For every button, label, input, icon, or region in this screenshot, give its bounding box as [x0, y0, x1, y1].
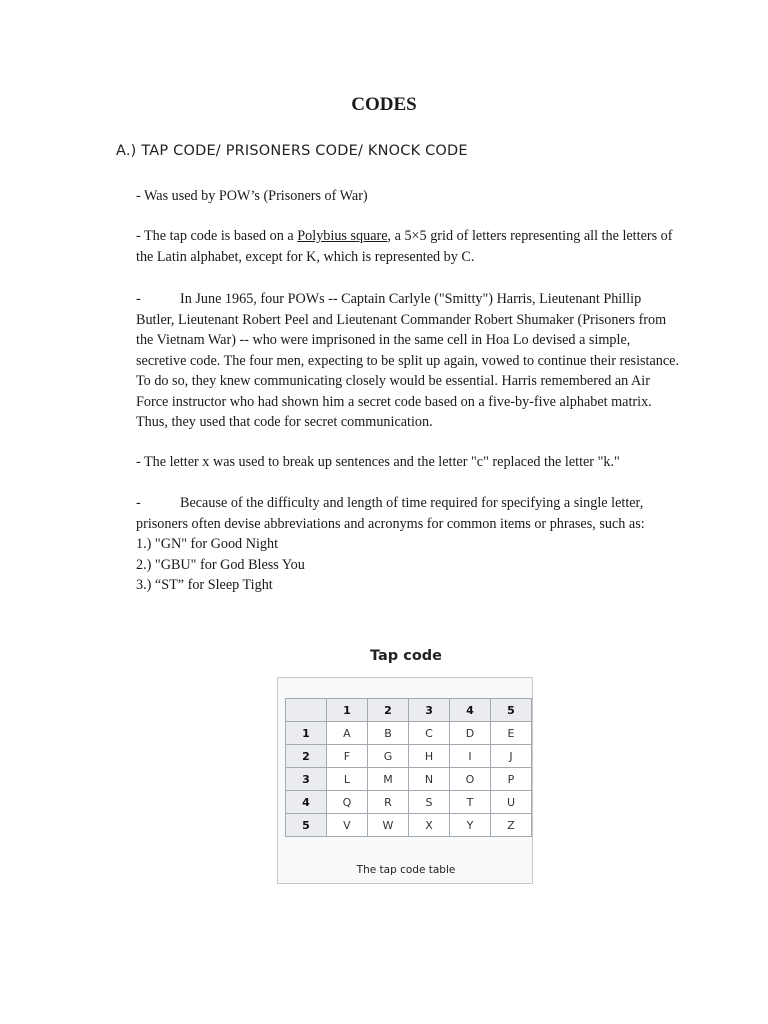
row-header: 3: [286, 768, 327, 791]
table-cell: O: [450, 768, 491, 791]
polybius-square-link[interactable]: Polybius square: [297, 228, 388, 244]
table-cell: H: [409, 745, 450, 768]
paragraph-history-text: In June 1965, four POWs -- Captain Carlyle ("Smitty") Harris, Lieutenant Phillip Butler, Lieutenant Robert Peel and Lieutenant Commander Robert Shumaker (Prisoners from the Vietnam War) -- who were imprisoned in the same cell in Hoa Lo devised a simple, secretive code. The four men, expecting to be split up again, vowed to continue their resistance. To do so, they knew communicating closely would be essential. Harris remembered an Air Force instructor who had shown him a secret code based on a five-by-five alphabet matrix. Thus, they used that code for secret communication.: [136, 291, 680, 430]
column-header: 2: [367, 699, 408, 722]
table-cell: P: [490, 768, 531, 791]
list-item: 1.) "GN" for Good Night: [136, 536, 279, 552]
table-cell: A: [326, 722, 367, 745]
table-cell: D: [450, 722, 491, 745]
table-cell: L: [326, 768, 367, 791]
row-header: 1: [286, 722, 327, 745]
table-cell: Z: [490, 814, 531, 837]
table-cell: C: [409, 722, 450, 745]
paragraph-abbreviations-dash: -: [136, 495, 141, 511]
row-header: 5: [286, 814, 327, 837]
table-cell: F: [326, 745, 367, 768]
column-header: 4: [450, 699, 491, 722]
table-row: [286, 768, 532, 791]
table-cell: Y: [450, 814, 491, 837]
table-cell: J: [490, 745, 531, 768]
column-header: 1: [326, 699, 367, 722]
table-cell: X: [409, 814, 450, 837]
table-cell: N: [409, 768, 450, 791]
column-header: 3: [409, 699, 450, 722]
row-header: 4: [286, 791, 327, 814]
paragraph-polybius-end: , a 5×5 grid of letters representing all the letters of the Latin alphabet, except for K, which is represented by C.: [136, 228, 673, 265]
row-header: 2: [286, 745, 327, 768]
table-cell: I: [450, 745, 491, 768]
paragraph-polybius: [136, 226, 681, 267]
document-title: CODES: [351, 94, 417, 115]
paragraph-history: [136, 289, 681, 433]
table-cell: U: [490, 791, 531, 814]
table-row: [286, 745, 532, 768]
table-cell: S: [409, 791, 450, 814]
paragraph-polybius-start: - The tap code is based on a: [136, 228, 298, 244]
table-row: [286, 722, 532, 745]
tap-code-table: [285, 698, 532, 837]
table-cell: B: [367, 722, 408, 745]
list-item: 3.) “ST” for Sleep Tight: [136, 577, 273, 593]
paragraph-letter-x: - The letter x was used to break up sentences and the letter "c" replaced the letter "k.": [136, 454, 620, 470]
table-row: [286, 791, 532, 814]
table-header-row: [286, 699, 532, 722]
tap-code-figure: [277, 677, 533, 884]
figure-caption: The tap code table: [356, 864, 456, 876]
table-corner-cell: [286, 699, 327, 722]
table-cell: T: [450, 791, 491, 814]
column-header: 5: [490, 699, 531, 722]
paragraph-history-dash: -: [136, 291, 141, 307]
section-heading: A.) TAP CODE/ PRISONERS CODE/ KNOCK CODE: [116, 143, 468, 159]
table-cell: M: [367, 768, 408, 791]
table-cell: W: [367, 814, 408, 837]
paragraph-abbreviations: [136, 493, 681, 596]
paragraph-abbreviations-text: Because of the difficulty and length of time required for specifying a single letter, prisoners often devise abbreviations and acronyms for common items or phrases, such as:: [136, 495, 645, 532]
table-cell: E: [490, 722, 531, 745]
table-cell: R: [367, 791, 408, 814]
figure-title: Tap code: [369, 648, 442, 664]
table-cell: V: [326, 814, 367, 837]
table-cell: Q: [326, 791, 367, 814]
paragraph-pow: - Was used by POW’s (Prisoners of War): [136, 188, 368, 204]
list-item: 2.) "GBU" for God Bless You: [136, 556, 305, 573]
table-row: [286, 814, 532, 837]
table-cell: G: [367, 745, 408, 768]
